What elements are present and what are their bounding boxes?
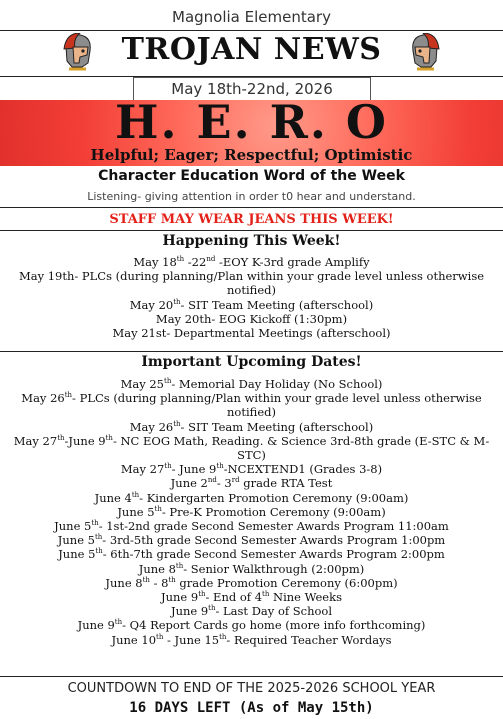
list-item (0, 562, 503, 576)
ordinal-suffix: nd (206, 255, 216, 264)
item-text: May 19th- PLCs (during planning/Plan within your grade level unless otherwise notified) (18, 269, 485, 298)
ordinal-suffix: th (164, 462, 172, 471)
happening-heading: Happening This Week! (162, 233, 341, 249)
ordinal-suffix: th (64, 391, 73, 400)
list-item (0, 434, 503, 462)
ordinal-suffix: th (219, 632, 227, 641)
list-item (0, 269, 503, 297)
ordinal-suffix: th (131, 490, 140, 499)
list-item (0, 633, 503, 647)
item-text: - Q4 Report Cards go home (more info forthcoming) (122, 618, 426, 633)
hero-word: H. E. R. O (115, 95, 388, 149)
item-text: - Senior Walkthrough (2:00pm) (183, 561, 365, 576)
item-text: - SIT Team Meeting (afterschool) (180, 419, 374, 434)
ordinal-suffix: th (198, 590, 206, 599)
item-text: - 8 (149, 575, 169, 590)
word-definition: Listening- giving attention in order t0 hear and understand. (87, 190, 416, 203)
item-text: -EOY K-3rd grade Amplify (215, 255, 370, 269)
item-text: June 5 (117, 504, 155, 519)
hero-banner (0, 95, 503, 166)
item-text: - Pre-K Promotion Ceremony (9:00am) (161, 504, 386, 519)
item-text: May 25 (120, 377, 164, 391)
item-text: June 9 (170, 604, 209, 619)
item-text: May 27 (13, 433, 58, 448)
item-text: - Required Teacher Wordays (226, 632, 392, 647)
countdown-label: COUNTDOWN TO END OF THE 2025-2026 SCHOOL YEAR (67, 681, 436, 696)
happening-list (0, 255, 503, 340)
item-text: June 5 (58, 547, 96, 562)
upcoming-heading: Important Upcoming Dates! (141, 354, 362, 370)
item-text: - Memorial Day Holiday (No School) (171, 377, 383, 391)
ordinal-suffix: th (175, 561, 184, 570)
item-text: June 8 (105, 575, 143, 590)
word-of-week-heading: Character Education Word of the Week (98, 168, 405, 184)
list-item (0, 533, 503, 547)
ordinal-suffix: th (95, 547, 103, 556)
item-text: May 27 (120, 462, 165, 477)
item-text: - June 9 (171, 462, 217, 477)
days-left: 16 DAYS LEFT (As of May 15th) (129, 700, 374, 716)
item-text: June 9 (160, 590, 199, 605)
ordinal-suffix: rd (231, 476, 240, 485)
item-text: - End of 4 (205, 590, 263, 605)
item-text: June 4 (94, 490, 132, 505)
item-text: May 20th- EOG Kickoff (1:30pm) (155, 311, 348, 326)
ordinal-suffix: th (164, 377, 172, 386)
ordinal-suffix: th (91, 519, 99, 528)
divider (0, 230, 503, 231)
ordinal-suffix: th (105, 433, 113, 442)
ordinal-suffix: th (114, 618, 123, 627)
ordinal-suffix: th (262, 590, 270, 599)
item-text: - June 15 (163, 632, 220, 647)
ordinal-suffix: th (168, 576, 176, 585)
upcoming-list (0, 377, 503, 647)
item-text: June 8 (138, 561, 176, 576)
ordinal-suffix: th (216, 462, 224, 471)
item-text: - 1st-2nd grade Second Semester Awards Program 11:00am (98, 519, 449, 534)
ordinal-suffix: th (173, 297, 181, 306)
list-item (0, 491, 503, 505)
item-text: - 6th-7th grade Second Semester Awards Program 2:00pm (102, 547, 445, 562)
item-text: grade Promotion Ceremony (6:00pm) (175, 575, 398, 590)
item-text: grade RTA Test (239, 476, 333, 491)
item-text: June 2 (170, 476, 208, 491)
divider (0, 351, 503, 352)
ordinal-suffix: th (156, 632, 164, 641)
ordinal-suffix: th (142, 576, 150, 585)
list-item (0, 326, 503, 340)
item-text: June 5 (54, 519, 92, 534)
title-bar (0, 30, 503, 74)
list-item (0, 505, 503, 519)
ordinal-suffix: th (173, 419, 181, 428)
item-text: Nine Weeks (269, 590, 342, 605)
ordinal-suffix: th (94, 533, 103, 542)
list-item (0, 377, 503, 391)
divider (0, 207, 503, 208)
item-text: - SIT Team Meeting (afterschool) (180, 297, 374, 312)
divider (0, 676, 503, 677)
item-text: June 10 (111, 632, 157, 647)
list-item (0, 391, 503, 419)
list-item (0, 298, 503, 312)
ordinal-suffix: th (57, 433, 65, 442)
item-text: May 26 (21, 391, 65, 406)
hero-expansion: Helpful; Eager; Respectful; Optimistic (90, 146, 413, 164)
item-text: - 3rd-5th grade Second Semester Awards Program 1:00pm (102, 533, 446, 548)
ordinal-suffix: th (154, 505, 162, 513)
list-item (0, 547, 503, 561)
item-text: - 3 (216, 476, 232, 491)
item-text: June 9 (77, 618, 115, 633)
item-text: June 5 (57, 533, 95, 548)
list-item (0, 590, 503, 604)
item-text: - NC EOG Math, Reading. & Science 3rd-8th grade (E-STC & M-STC) (112, 433, 490, 463)
item-text: May 18 (133, 255, 177, 269)
list-item (0, 462, 503, 476)
jeans-announcement: STAFF MAY WEAR JEANS THIS WEEK! (109, 212, 394, 227)
list-item (0, 476, 503, 490)
ordinal-suffix: th (208, 604, 216, 613)
item-text: -NCEXTEND1 (Grades 3-8) (223, 462, 383, 477)
list-item (0, 576, 503, 590)
item-text: -June 9 (64, 433, 106, 448)
ordinal-suffix: th (176, 255, 185, 264)
list-item (0, 255, 503, 269)
item-text: May 20 (129, 297, 174, 312)
item-text: - Kindergarten Promotion Ceremony (9:00am) (139, 490, 409, 505)
item-text: -22 (184, 255, 207, 269)
ordinal-suffix: nd (207, 476, 217, 485)
school-name: Magnolia Elementary (172, 8, 331, 26)
item-text: May 26 (129, 419, 174, 434)
list-item (0, 604, 503, 618)
item-text: - Last Day of School (215, 604, 333, 619)
list-item (0, 420, 503, 434)
item-text: - PLCs (during planning/Plan within your grade level unless otherwise notified) (72, 391, 482, 420)
newsletter-title: TROJAN NEWS (121, 32, 382, 67)
list-item (0, 618, 503, 632)
date-range: May 18th-22nd, 2026 (133, 77, 371, 101)
trojan-helmet-logo-right (409, 33, 443, 71)
item-text: May 21st- Departmental Meetings (afterschool) (112, 326, 391, 341)
list-item (0, 519, 503, 533)
list-item (0, 312, 503, 326)
